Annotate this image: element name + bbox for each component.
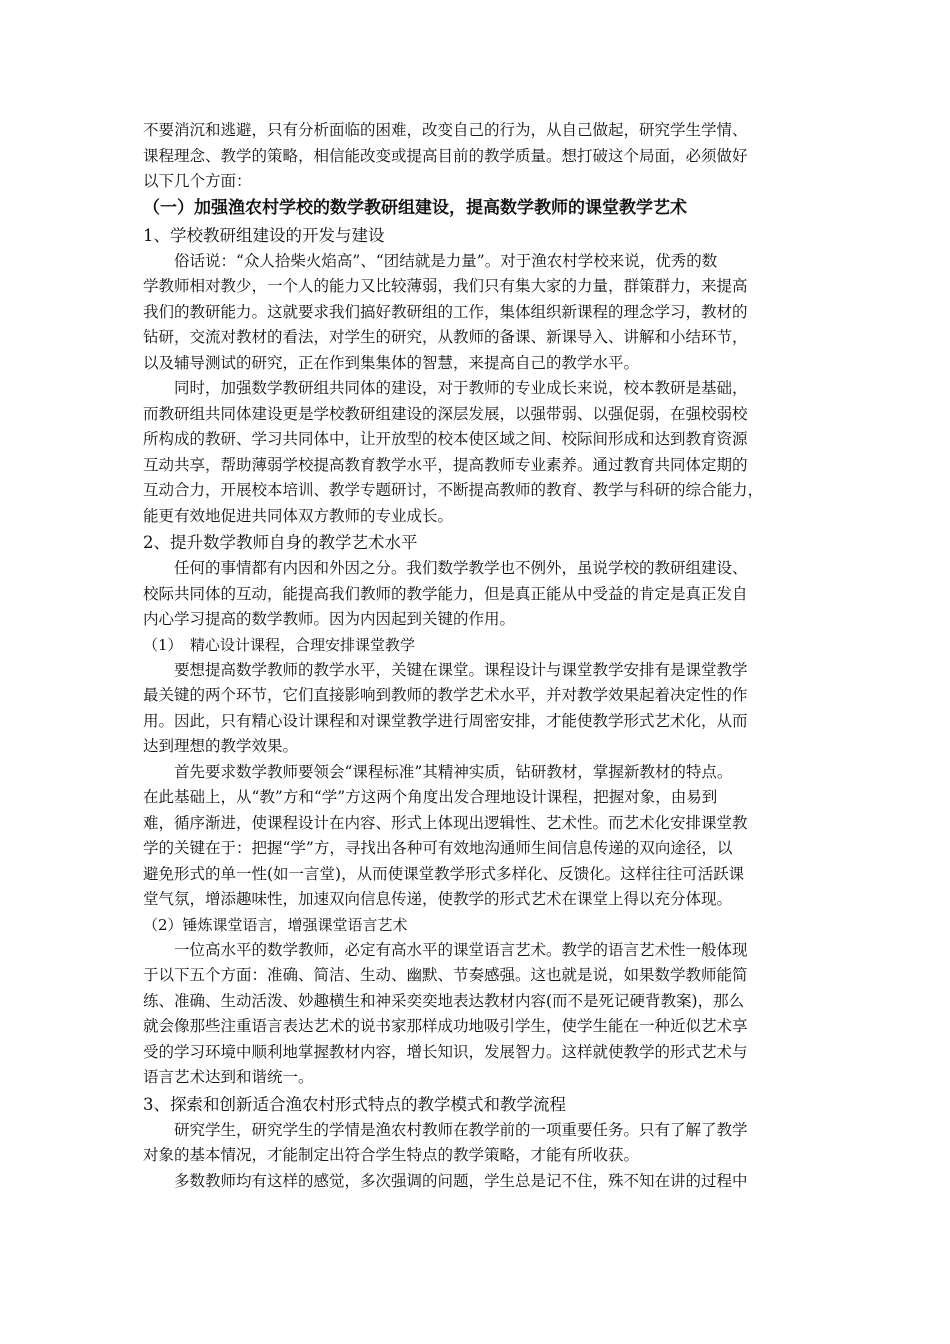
intro-paragraph (143, 118, 809, 195)
text-line: 多数教师均有这样的感觉，多次强调的问题，学生总是记不住，殊不知在讲的过程中 (174, 1171, 748, 1190)
text-line: 堂气氛，增添趣味性，加速双向信息传递，使教学的形式艺术在课堂上得以充分体现。 (143, 890, 733, 908)
text-line: 学的关键在于：把握“学”方，寻找出各种可有效地沟通师生间信息传递的双向途径，以 (143, 839, 733, 857)
text-line: 互动合力，开展校本培训、教学专题研讨，不断提高教师的教育、教学与科研的综合能力， (143, 481, 764, 499)
paragraph (143, 556, 809, 633)
text-line: 练、准确、生动活泼、妙趣横生和神采奕奕地表达教材内容(而不是死记硬背教案)，那么 (143, 991, 745, 1010)
text-line: 能更有效地促进共同体双方教师的专业成长。 (143, 506, 454, 525)
text-line: 俗话说：“众人拾柴火焰高”、“团结就是力量”。对于渔农村学校来说，优秀的数 (174, 251, 718, 270)
text-line: 受的学习环境中顺利地掌握教材内容，增长知识，发展智力。这样就使教学的形式艺术与 (143, 1042, 748, 1061)
text-line: 同时，加强数学教研组共同体的建设，对于教师的专业成长来说，校本教研是基础， (174, 379, 748, 397)
text-line: 以下几个方面： (143, 172, 252, 190)
text-line: 对象的基本情况，才能制定出符合学生特点的教学策略，才能有所收获。 (143, 1146, 640, 1164)
subsection-heading-3: 3、探索和创新适合渔农村形式特点的教学模式和教学流程 (143, 1094, 566, 1114)
paragraph (143, 376, 809, 529)
text-line: 研究学生，研究学生的学情是渔农村教师在教学前的一项重要任务。只有了解了教学 (174, 1120, 748, 1139)
document-page (143, 118, 809, 1194)
text-line: 所构成的教研、学习共同体中，让开放型的校本使区域之间、校际间形成和达到教育资源 (143, 430, 748, 448)
subsection-heading-2: 2、提升数学教师自身的教学艺术水平 (143, 533, 418, 552)
text-line: 首先要求数学教师要领会“课程标准”其精神实质，钻研教材，掌握新教材的特点。 (174, 762, 733, 781)
text-line: 内心学习提高的数学教师。因为内因起到关键的作用。 (143, 610, 516, 628)
section-heading: （一）加强渔农村学校的数学教研组建设，提高数学教师的课堂教学艺术 (143, 197, 687, 218)
text-line: 而教研组共同体建设更是学校教研组建设的深层发展，以强带弱、以强促弱，在强校弱校 (143, 404, 748, 423)
text-line: 我们的教研能力。这就要求我们搞好教研组的工作，集体组织新课程的理念学习，教材的 (143, 302, 748, 321)
text-line: 要想提高数学教师的教学水平，关键在课堂。课程设计与课堂教学安排有是课堂教学 (174, 660, 748, 679)
text-line: 互动共享，帮助薄弱学校提高教育教学水平，提高教师专业素养。通过教育共同体定期的 (143, 455, 748, 474)
paragraph (143, 938, 809, 1091)
paragraph (143, 249, 809, 377)
text-line: 课程理念、教学的策略，相信能改变或提高目前的教学质量。想打破这个局面，必须做好 (143, 146, 748, 165)
paragraph (143, 760, 809, 913)
text-line: 在此基础上，从“教”方和“学”方这两个角度出发合理地设计课程，把握对象，由易到 (143, 788, 718, 806)
paragraph (143, 658, 809, 760)
text-line: 一位高水平的数学教师，必定有高水平的课堂语言艺术。教学的语言艺术性一般体现 (174, 940, 748, 959)
text-line: 钻研，交流对教材的看法，对学生的研究，从教师的备课、新课导入、讲解和小结环节， (143, 328, 748, 346)
text-line: 达到理想的教学效果。 (143, 737, 299, 755)
text-line: 就会像那些注重语言表达艺术的说书家那样成功地吸引学生，使学生能在一种近似艺术享 (143, 1017, 748, 1035)
paragraph (143, 1118, 809, 1169)
text-line: 语言艺术达到和谐统一。 (143, 1068, 314, 1086)
text-line: 以及辅导测试的研究，正在作到集集体的智慧，来提高自己的教学水平。 (143, 353, 640, 372)
text-line: 学教师相对教少，一个人的能力又比较薄弱，我们只有集大家的力量，群策群力，来提高 (143, 277, 748, 295)
text-line: 用。因此，只有精心设计课程和对课堂教学进行周密安排，才能使教学形式艺术化，从而 (143, 711, 748, 730)
text-line: 最关键的两个环节，它们直接影响到教师的教学艺术水平，并对教学效果起着决定性的作 (143, 686, 748, 704)
text-line: 于以下五个方面：准确、简洁、生动、幽默、节奏感强。这也就是说，如果数学教师能简 (143, 966, 748, 984)
text-line: 校际共同体的互动，能提高我们教师的教学能力，但是真正能从中受益的肯定是真正发自 (143, 584, 748, 603)
subsection-heading-1: 1、学校教研组建设的开发与建设 (143, 225, 385, 245)
text-line: 不要消沉和逃避，只有分析面临的困难，改变自己的行为，从自己做起，研究学生学情、 (143, 121, 748, 139)
text-line: 避免形式的单一性(如一言堂)，从而使课堂教学形式多样化、反馈化。这样往往可活跃课 (143, 864, 745, 883)
item-heading-2: （2）锤炼课堂语言，增强课堂语言艺术 (143, 915, 408, 934)
text-line: 难，循序渐进，使课程设计在内容、形式上体现出逻辑性、艺术性。而艺术化安排课堂教 (143, 813, 748, 832)
paragraph (143, 1169, 809, 1195)
text-line: 任何的事情都有内因和外因之分。我们数学教学也不例外，虽说学校的教研组建设、 (174, 559, 748, 577)
item-heading-1: （1） 精心设计课程，合理安排课堂教学 (143, 635, 416, 654)
